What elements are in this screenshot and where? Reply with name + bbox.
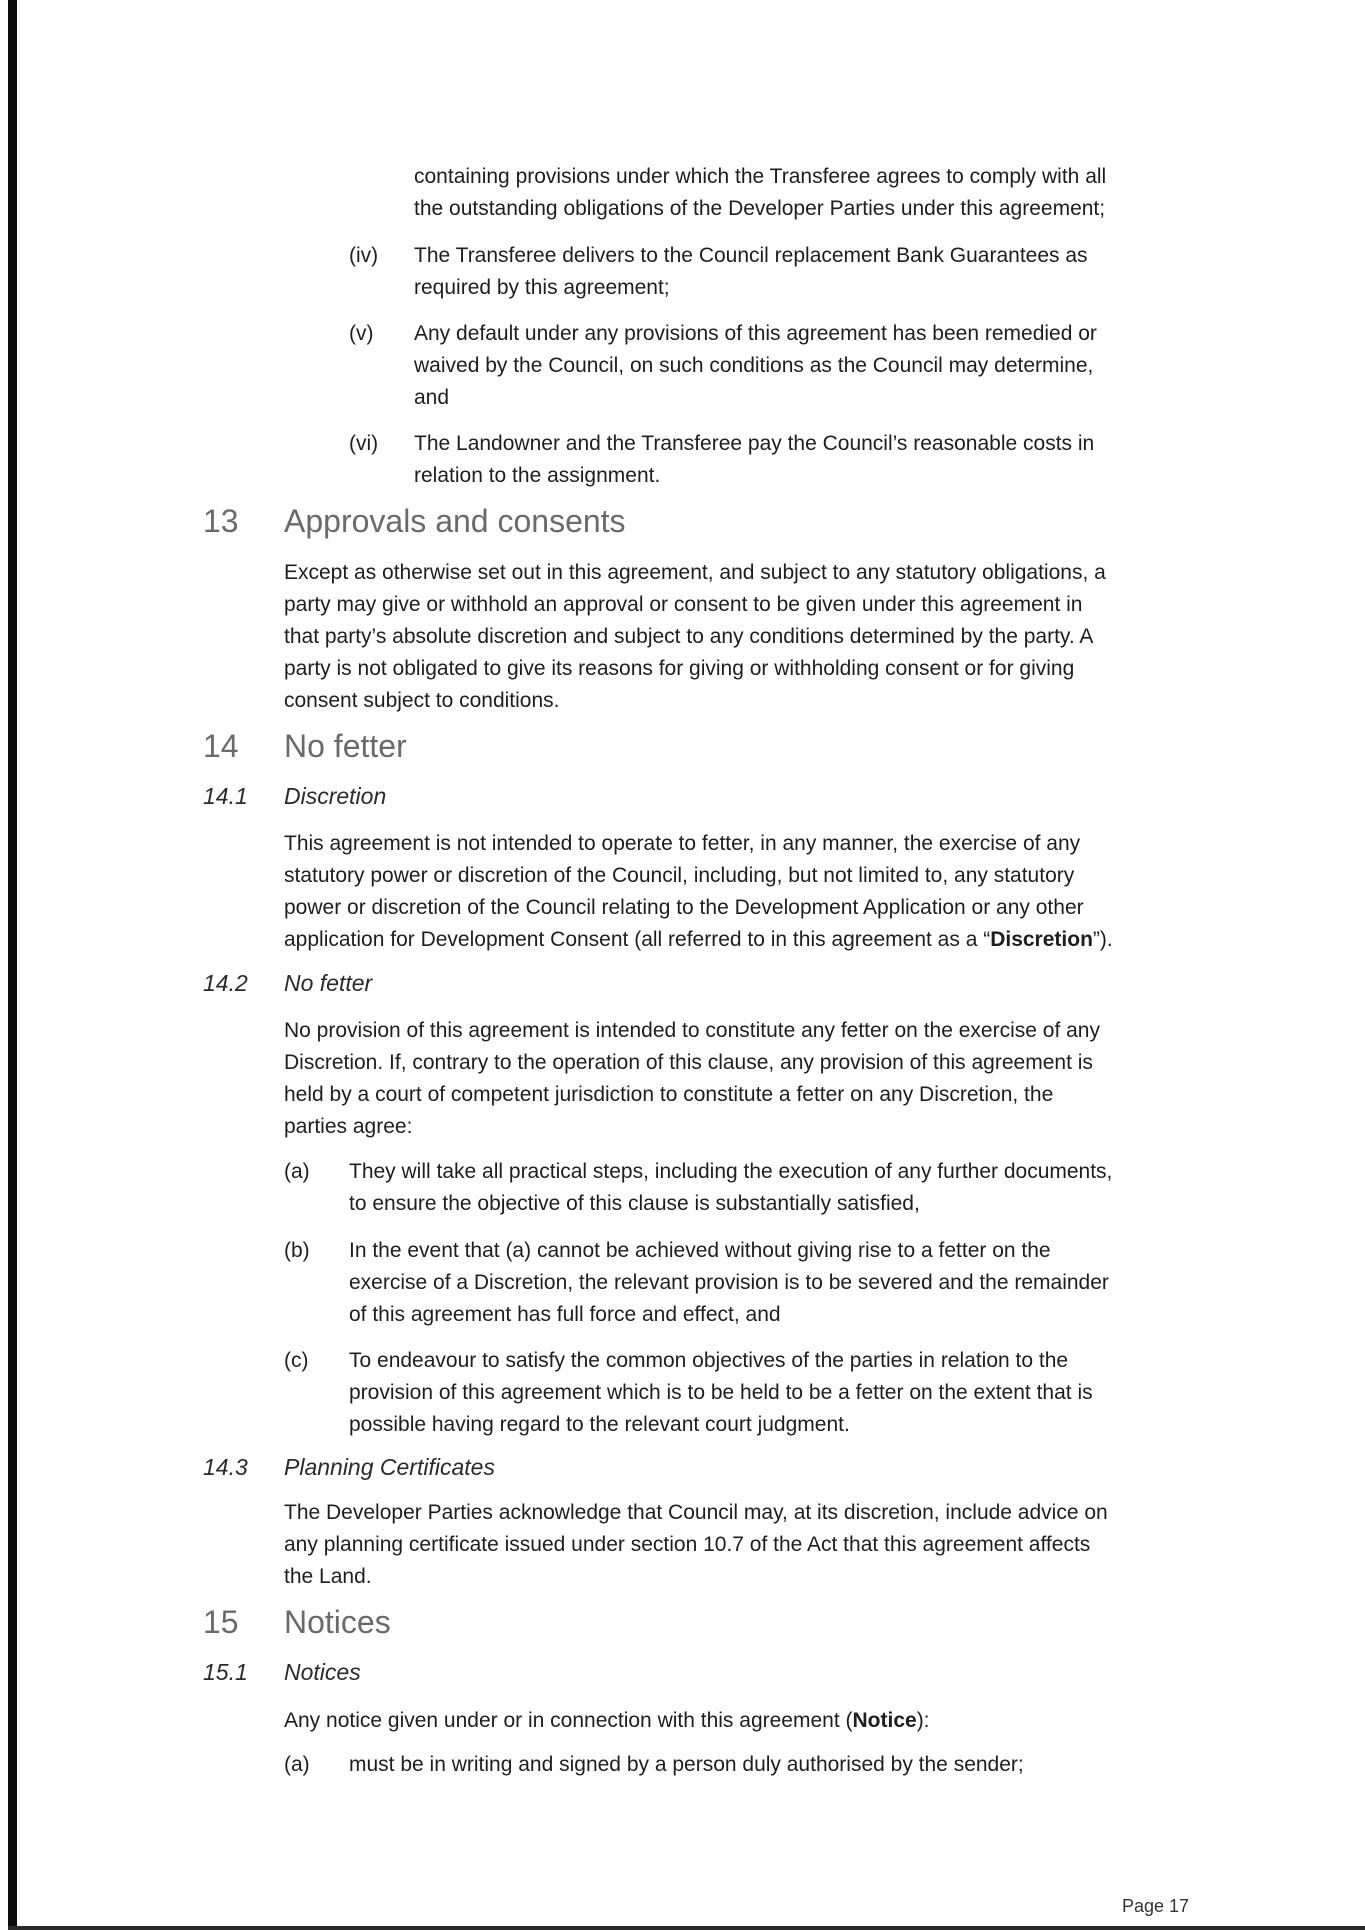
section-14-1-para-line-2: statutory power or discretion of the Council, including, but not limited to, any statutory	[284, 864, 1075, 887]
section-13-para-line-1: Except as otherwise set out in this agreement, and subject to any statutory obligations, a	[284, 561, 1106, 584]
item-iv-label: (iv)	[349, 244, 379, 267]
page-number: Page 17	[1122, 1896, 1190, 1916]
item-15-1-a-label: (a)	[284, 1753, 310, 1776]
section-13-para-line-2: party may give or withhold an approval or consent to be given under this agreement in	[284, 593, 1083, 616]
section-14-2-para-line-2: Discretion. If, contrary to the operation of this clause, any provision of this agreement is	[284, 1051, 1093, 1074]
section-14-1-last-line-text: application for Development Consent (all referred to in this agreement as a “	[284, 928, 991, 951]
section-14-title: No fetter	[284, 728, 407, 764]
item-iii-line-2: the outstanding obligations of the Developer Parties under this agreement;	[414, 197, 1106, 220]
section-13-para-line-5: consent subject to conditions.	[284, 689, 560, 712]
item-14-2-b-line-3: of this agreement has full force and effect, and	[349, 1303, 781, 1326]
item-v-label: (v)	[349, 322, 374, 345]
section-15-1-intro-text: Any notice given under or in connection with this agreement (	[284, 1709, 853, 1732]
notice-defined-term: Notice	[852, 1709, 917, 1732]
item-v-line-3: and	[414, 386, 450, 409]
section-14-1-para-line-4	[284, 924, 1113, 956]
section-13-para-line-4: party is not obligated to give its reasons for giving or withholding consent or for giving	[284, 657, 1075, 680]
item-14-2-b-line-2: exercise of a Discretion, the relevant provision is to be severed and the remainder	[349, 1271, 1109, 1294]
item-vi-line-1: The Landowner and the Transferee pay the Council’s reasonable costs in	[414, 432, 1095, 455]
item-14-2-c-line-2: provision of this agreement which is to be held to be a fetter on the extent that is	[349, 1381, 1093, 1404]
section-14-2-para-line-3: held by a court of competent jurisdiction to constitute a fetter on any Discretion, the	[284, 1083, 1054, 1106]
section-15-1-number: 15.1	[203, 1659, 248, 1685]
section-15-title: Notices	[284, 1604, 391, 1640]
section-14-3-para-line-1: The Developer Parties acknowledge that Council may, at its discretion, include advice on	[284, 1501, 1108, 1524]
section-15-1-title: Notices	[284, 1659, 361, 1685]
item-iii-line-1: containing provisions under which the Transferee agrees to comply with all	[414, 165, 1107, 188]
scan-edge-left	[8, 0, 17, 1930]
section-14-3-para-line-2: any planning certificate issued under section 10.7 of the Act that this agreement affects	[284, 1533, 1091, 1556]
item-14-2-b-line-1: In the event that (a) cannot be achieved without giving rise to a fetter on the	[349, 1239, 1051, 1262]
item-v-line-1: Any default under any provisions of this agreement has been remedied or	[414, 322, 1097, 345]
section-14-2-number: 14.2	[203, 970, 248, 996]
section-14-number: 14	[203, 728, 239, 764]
item-14-2-c-label: (c)	[284, 1349, 309, 1372]
section-14-2-para-line-1: No provision of this agreement is intended to constitute any fetter on the exercise of any	[284, 1019, 1100, 1042]
item-v-line-2: waived by the Council, on such conditions as the Council may determine,	[414, 354, 1094, 377]
section-14-1-para-line-3: power or discretion of the Council relating to the Development Application or any other	[284, 896, 1084, 919]
section-13-number: 13	[203, 503, 239, 539]
section-14-3-para-line-3: the Land.	[284, 1565, 372, 1588]
discretion-defined-term: Discretion	[990, 928, 1093, 951]
section-15-number: 15	[203, 1604, 239, 1640]
section-15-1-intro	[284, 1705, 930, 1737]
item-vi-label: (vi)	[349, 432, 379, 455]
item-14-2-a-label: (a)	[284, 1160, 310, 1183]
item-14-2-b-label: (b)	[284, 1239, 310, 1262]
section-14-3-title: Planning Certificates	[284, 1454, 495, 1480]
item-14-2-c-line-1: To endeavour to satisfy the common objectives of the parties in relation to the	[349, 1349, 1069, 1372]
section-14-1-last-line-end: ”).	[1092, 928, 1113, 951]
section-15-1-intro-end: ):	[916, 1709, 930, 1732]
section-13-para-line-3: that party’s absolute discretion and subject to any conditions determined by the party. A	[284, 625, 1094, 648]
section-14-2-para-line-4: parties agree:	[284, 1115, 413, 1138]
section-14-1-para-line-1: This agreement is not intended to operate to fetter, in any manner, the exercise of any	[284, 832, 1081, 855]
item-14-2-c-line-3: possible having regard to the relevant court judgment.	[349, 1413, 850, 1436]
item-iv-line-2: required by this agreement;	[414, 276, 670, 299]
section-13-title: Approvals and consents	[284, 503, 626, 539]
section-14-2-title: No fetter	[284, 970, 373, 996]
item-15-1-a-line: must be in writing and signed by a person duly authorised by the sender;	[349, 1753, 1024, 1776]
item-iv-line-1: The Transferee delivers to the Council replacement Bank Guarantees as	[414, 244, 1088, 267]
section-14-1-number: 14.1	[203, 783, 248, 809]
item-vi-line-2: relation to the assignment.	[414, 464, 661, 487]
section-14-3-number: 14.3	[203, 1454, 248, 1480]
item-14-2-a-line-1: They will take all practical steps, including the execution of any further documents,	[349, 1160, 1113, 1183]
item-14-2-a-line-2: to ensure the objective of this clause is substantially satisfied,	[349, 1192, 920, 1215]
scan-edge-bottom	[8, 1926, 1365, 1930]
section-14-1-title: Discretion	[284, 783, 387, 809]
